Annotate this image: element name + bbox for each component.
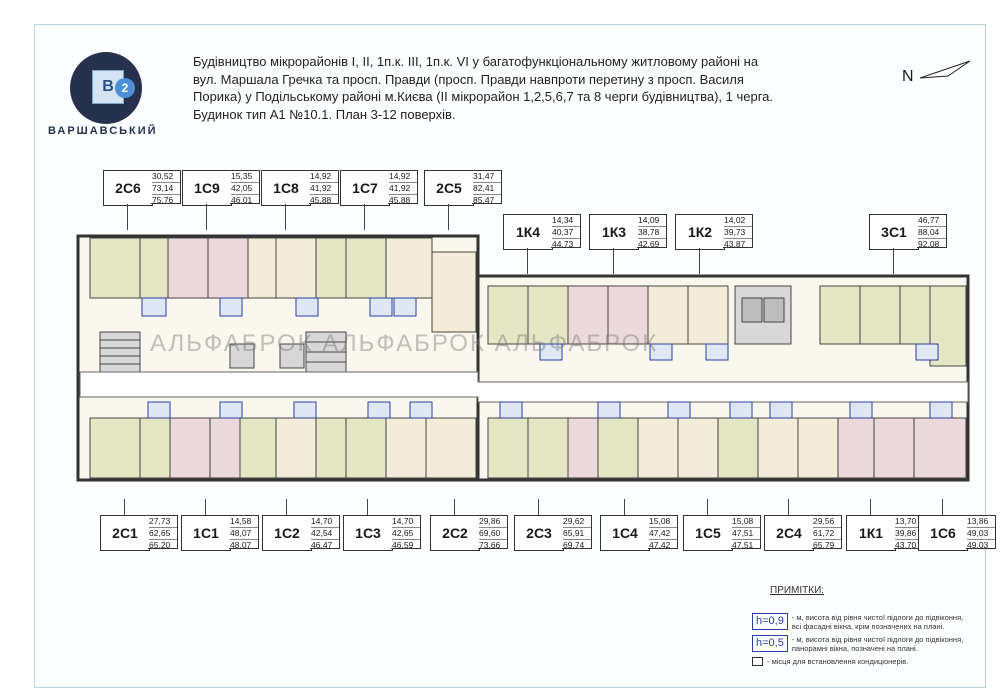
area-value: 69,74 xyxy=(563,540,585,550)
area-value: 42,54 xyxy=(311,528,339,540)
watermark: АЛЬФАБРОК АЛЬФАБРОК АЛЬФАБРОК xyxy=(150,330,659,357)
apartment-areas xyxy=(151,170,181,204)
area-value: 27,73 xyxy=(149,516,177,528)
area-value: 85,47 xyxy=(473,195,495,205)
apartment-code: 3С1 xyxy=(869,214,919,250)
apartment-areas xyxy=(966,515,996,549)
area-value: 65,20 xyxy=(149,540,171,550)
plan-heading xyxy=(193,53,873,123)
apartment-code: 2С2 xyxy=(430,515,480,551)
apartment-areas xyxy=(812,515,842,549)
apartment-areas xyxy=(391,515,421,549)
apartment-code: 2С5 xyxy=(424,170,474,206)
area-value: 48,07 xyxy=(230,540,252,550)
leader-line xyxy=(624,499,625,515)
heading-line: Порика) у Подільському районі м.Києва (ІІ мікрорайон 1,2,5,6,7 та 8 черги будівництва), 1 черга. xyxy=(193,89,774,104)
area-value: 14,92 xyxy=(389,171,417,183)
area-value: 14,70 xyxy=(311,516,339,528)
apartment-code: 1С3 xyxy=(343,515,393,551)
bottom-rooms xyxy=(90,418,966,478)
area-value: 14,09 xyxy=(638,215,666,227)
apartment-code: 2С3 xyxy=(514,515,564,551)
heading-line: Будинок тип А1 №10.1. План 3-12 поверхів. xyxy=(193,106,456,122)
area-value: 42,65 xyxy=(392,528,420,540)
area-value: 82,41 xyxy=(473,183,501,195)
h09-text: - м, висота від рівня чистої підлоги до підвіконня, всі фасадні вікна, крім позначених на плані. xyxy=(791,613,964,631)
leader-line xyxy=(206,204,207,230)
leader-line xyxy=(285,204,286,230)
area-value: 47,51 xyxy=(732,528,760,540)
area-value: 46,59 xyxy=(392,540,414,550)
area-value: 46,77 xyxy=(918,215,946,227)
apartment-areas xyxy=(230,170,260,204)
area-value: 65,91 xyxy=(563,528,591,540)
apartment-code: 2С4 xyxy=(764,515,814,551)
leader-line xyxy=(870,499,871,515)
apartment-areas xyxy=(648,515,678,549)
apartment-code: 1С2 xyxy=(262,515,312,551)
logo-flag-icon: В xyxy=(92,70,124,104)
apartment-areas xyxy=(731,515,761,549)
area-value: 15,35 xyxy=(231,171,259,183)
apartment-code: 1С9 xyxy=(182,170,232,206)
area-value: 13,70 xyxy=(895,516,923,528)
area-value: 47,42 xyxy=(649,528,677,540)
north-label: N xyxy=(902,68,914,85)
area-value: 14,34 xyxy=(552,215,580,227)
area-value: 41,92 xyxy=(389,183,417,195)
leader-line xyxy=(367,499,368,515)
area-value: 41,92 xyxy=(310,183,338,195)
developer-logo xyxy=(70,52,142,124)
area-value: 15,08 xyxy=(732,516,760,528)
logo-name: ВАРШАВСЬКИЙ xyxy=(48,125,158,137)
area-value: 73,14 xyxy=(152,183,180,195)
area-value: 42,05 xyxy=(231,183,259,195)
area-value: 15,08 xyxy=(649,516,677,528)
area-value: 29,62 xyxy=(563,516,591,528)
leader-line xyxy=(364,204,365,230)
apartment-code: 1С7 xyxy=(340,170,390,206)
apartment-code: 1К2 xyxy=(675,214,725,250)
note-h09 xyxy=(752,613,967,631)
area-value: 14,02 xyxy=(724,215,752,227)
area-value: 30,52 xyxy=(152,171,180,183)
area-value: 48,07 xyxy=(230,528,258,540)
area-value: 42,69 xyxy=(638,239,660,249)
area-value: 75,76 xyxy=(152,195,174,205)
apartment-code: 1С8 xyxy=(261,170,311,206)
note-h05 xyxy=(752,635,967,653)
leader-line xyxy=(454,499,455,515)
leader-line xyxy=(707,499,708,515)
logo-badge-icon: 2 xyxy=(115,78,135,98)
apartment-areas xyxy=(562,515,592,549)
leader-line xyxy=(448,204,449,230)
ac-text: - місця для встановлення кондиціонерів. xyxy=(767,657,909,666)
apartment-code: 1С4 xyxy=(600,515,650,551)
area-value: 49,03 xyxy=(967,540,989,550)
area-value: 45,88 xyxy=(310,195,332,205)
h05-text: - м, висота від рівня чистої підлоги до підвіконня, панорамні вікна, позначені на плані. xyxy=(791,635,964,653)
note-ac xyxy=(752,657,967,666)
apartment-areas xyxy=(309,170,339,204)
apartment-areas xyxy=(478,515,508,549)
area-value: 45,88 xyxy=(389,195,411,205)
h05-badge: h=0,5 xyxy=(752,635,788,652)
area-value: 46,47 xyxy=(311,540,333,550)
north-arrow-icon xyxy=(918,58,973,83)
apartment-code: 2С6 xyxy=(103,170,153,206)
apartment-code: 1С1 xyxy=(181,515,231,551)
heading-line: Будівництво мікрорайонів І, ІІ, 1п.к. ІІІ, 1п.к. VI у багатофункціональному житловому районі на xyxy=(193,54,759,69)
area-value: 88,04 xyxy=(918,227,946,239)
area-value: 31,47 xyxy=(473,171,501,183)
apartment-code: 2С1 xyxy=(100,515,150,551)
apartment-areas xyxy=(388,170,418,204)
leader-line xyxy=(124,499,125,515)
area-value: 39,73 xyxy=(724,227,752,239)
leader-line xyxy=(788,499,789,515)
area-value: 44,73 xyxy=(552,239,574,249)
area-value: 38,78 xyxy=(638,227,666,239)
area-value: 29,86 xyxy=(479,516,507,528)
ac-place-icon xyxy=(752,657,763,666)
notes-title: ПРИМІТКИ: xyxy=(770,585,825,596)
area-value: 13,86 xyxy=(967,516,995,528)
apartment-code: 1К1 xyxy=(846,515,896,551)
leader-line xyxy=(127,204,128,230)
area-value: 14,70 xyxy=(392,516,420,528)
area-value: 29,56 xyxy=(813,516,841,528)
area-value: 65,79 xyxy=(813,540,835,550)
floor-plan xyxy=(70,232,975,484)
leader-line xyxy=(286,499,287,515)
heading-line: вул. Маршала Гречка та просп. Правди (просп. Правди навпроти перетину з просп. Василя xyxy=(193,71,744,87)
apartment-areas xyxy=(229,515,259,549)
area-value: 69,60 xyxy=(479,528,507,540)
apartment-areas xyxy=(148,515,178,549)
area-value: 47,42 xyxy=(649,540,671,550)
h09-badge: h=0,9 xyxy=(752,613,788,630)
area-value: 73,66 xyxy=(479,540,501,550)
area-value: 47,51 xyxy=(732,540,754,550)
area-value: 61,72 xyxy=(813,528,841,540)
leader-line xyxy=(538,499,539,515)
apartment-code: 1С6 xyxy=(918,515,968,551)
area-value: 14,92 xyxy=(310,171,338,183)
apartment-code: 1С5 xyxy=(683,515,733,551)
area-value: 40,37 xyxy=(552,227,580,239)
apartment-code: 1К4 xyxy=(503,214,553,250)
area-value: 43,87 xyxy=(724,239,746,249)
area-value: 46,01 xyxy=(231,195,253,205)
area-value: 92,08 xyxy=(918,239,940,249)
area-value: 49,03 xyxy=(967,528,995,540)
apartment-code: 1К3 xyxy=(589,214,639,250)
apartment-areas xyxy=(310,515,340,549)
area-value: 39,86 xyxy=(895,528,923,540)
area-value: 43,70 xyxy=(895,540,917,550)
area-value: 14,58 xyxy=(230,516,258,528)
area-value: 62,65 xyxy=(149,528,177,540)
leader-line xyxy=(942,499,943,515)
apartment-areas xyxy=(472,170,502,204)
leader-line xyxy=(205,499,206,515)
